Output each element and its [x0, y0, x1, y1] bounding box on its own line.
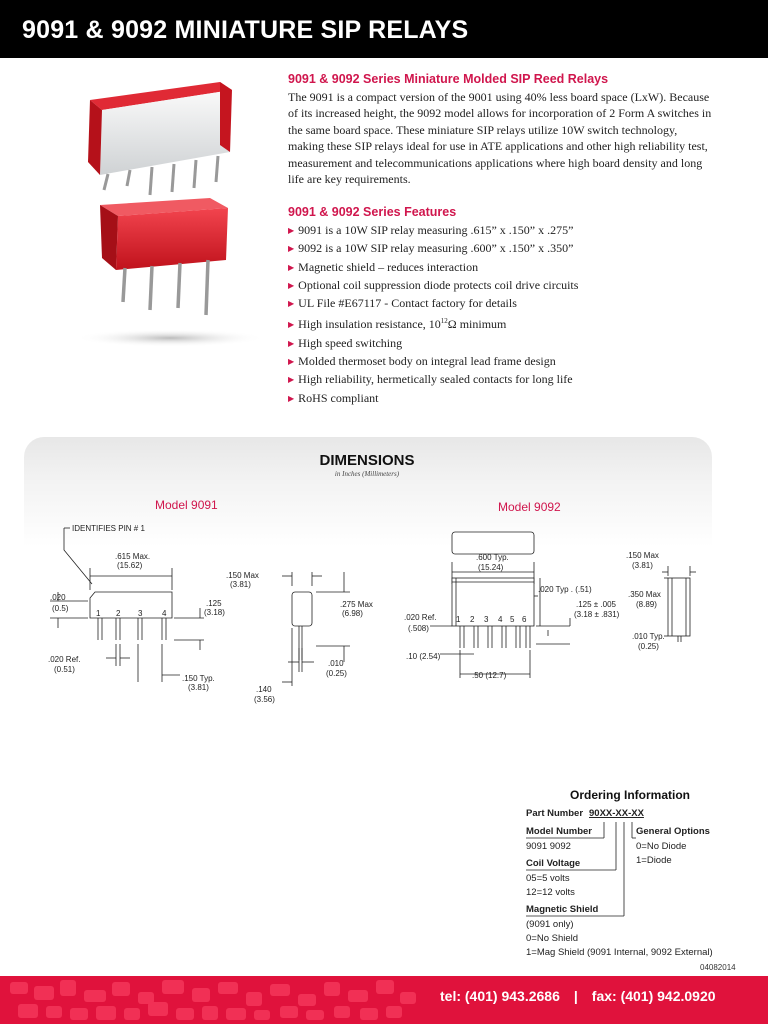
feature-item: ▶ 9092 is a 10W SIP relay measuring .600” x .150” x .350”	[288, 241, 574, 256]
pin-label: 2	[470, 615, 475, 624]
feature-item: ▶ UL File #E67117 - Contact factory for details	[288, 296, 517, 311]
feature-item: ▶ Magnetic shield – reduces interaction	[288, 259, 479, 274]
features-section	[288, 205, 714, 408]
dim-h125: .125	[206, 599, 222, 608]
pin-label: 3	[484, 615, 489, 624]
magnetic-shield-label: Magnetic Shield	[526, 904, 599, 915]
dim-h125-mm: (3.18)	[204, 608, 225, 617]
pin-label: 5	[510, 615, 515, 624]
dimensions-subtitle: in Inches (Millimeters)	[334, 470, 400, 478]
mag-0: 0=No Shield	[526, 933, 579, 944]
mag-9091-only: (9091 only)	[526, 919, 574, 930]
dim-lead-mm: (0.25)	[326, 669, 347, 678]
pin-label: 3	[138, 609, 143, 618]
dim-ref020: .020 Ref.	[404, 613, 437, 622]
dim-height-mm: (6.98)	[342, 609, 363, 618]
feature-item: ▶ High insulation resistance, $10^{12}\Omega$ minimum	[288, 317, 507, 332]
insulation-unit: Ω minimum	[447, 317, 507, 332]
features-title: 9091 & 9092 Series Features	[288, 205, 457, 219]
insulation-exponent: 12	[440, 317, 448, 326]
intro-paragraph: The 9091 is a compact version of the 9001 using 40% less board space (LxW). Because of its increased height, the 9092 model allows for incorporation of 2 Form A switches in the same board space. These miniature SIP relays utilize 10W switch technology, making these SIP relays ideal for use in ATE applications and other high reliability test, measurement and telecommunications applications where high board density and long life are key requirements.	[288, 90, 712, 187]
intro-section	[288, 72, 714, 187]
relay-9091	[100, 198, 228, 315]
part-number-code: 90XX-XX-XX	[589, 808, 644, 819]
dim-ref020: .020 Ref.	[48, 655, 81, 664]
model-9092-label: Model 9092	[498, 500, 561, 514]
bullet-triangle-icon: ▶	[288, 357, 295, 367]
pin-label: 6	[522, 615, 527, 624]
ordering-connector-lines	[520, 788, 720, 963]
ordering-title: Ordering Information	[570, 788, 690, 802]
feature-item: ▶ Molded thermoset body on integral lead frame design	[288, 354, 556, 369]
footer-separator: |	[573, 988, 578, 1004]
dim-width-mm: (3.81)	[632, 561, 653, 570]
coil-05: 05=5 volts	[526, 873, 570, 884]
dim-lead: .010	[328, 659, 344, 668]
dim-pitch-mm: (3.81)	[188, 683, 209, 692]
relay-product-image	[70, 70, 270, 360]
feature-item: ▶ RoHS compliant	[288, 390, 379, 405]
feature-item: ▶ High speed switching	[288, 335, 403, 350]
bullet-triangle-icon: ▶	[288, 299, 295, 309]
dim-length-mm: (15.24)	[478, 563, 504, 572]
footer-contact	[440, 988, 716, 1004]
pin-label: 4	[498, 615, 503, 624]
dim-height: .275 Max	[340, 600, 373, 609]
page-title: 9091 & 9092 MINIATURE SIP RELAYS	[22, 16, 469, 44]
pin-label: 1	[96, 609, 101, 618]
drawing-9092-side	[612, 546, 712, 656]
header-bar	[0, 0, 768, 58]
document-number: 04082014	[700, 963, 736, 972]
dim-length: .615 Max.	[115, 552, 151, 561]
drawing-9092-front	[400, 526, 620, 686]
dim-height: .350 Max	[628, 590, 661, 599]
model-number-label: Model Number	[526, 826, 592, 837]
coil-12: 12=12 volts	[526, 887, 575, 898]
opt-0: 0=No Diode	[636, 841, 687, 852]
intro-title: 9091 & 9092 Series Miniature Molded SIP Reed Relays	[288, 72, 609, 86]
coil-voltage-label: Coil Voltage	[526, 858, 581, 869]
footer-fax: fax: (401) 942.0920	[591, 988, 716, 1004]
dim-length: .600 Typ.	[476, 553, 509, 562]
pin-label: 2	[116, 609, 121, 618]
bullet-triangle-icon: ▶	[288, 320, 295, 330]
feature-item: ▶ High reliability, hermetically sealed contacts for long life	[288, 372, 573, 387]
bullet-triangle-icon: ▶	[288, 244, 295, 254]
relay-9092-shielded	[88, 82, 232, 195]
general-options-label: General Options	[636, 826, 710, 837]
bullet-triangle-icon: ▶	[288, 280, 295, 290]
bullet-triangle-icon: ▶	[288, 338, 295, 348]
bullet-triangle-icon: ▶	[288, 226, 295, 235]
bullet-triangle-icon: ▶	[288, 393, 295, 403]
pin-label: 4	[162, 609, 167, 618]
model-values: 9091 9092	[526, 841, 571, 852]
dim-lead: .010 Typ.	[632, 632, 665, 641]
bullet-triangle-icon: ▶	[288, 262, 295, 272]
dim-width: .150 Max	[626, 551, 659, 560]
drawing-9091-side	[222, 566, 382, 716]
dim-identifies-pin: IDENTIFIES PIN # 1	[72, 524, 145, 533]
footer-tel[interactable]: tel: (401) 943.2686	[440, 988, 560, 1004]
dim-pitch: .150 Typ.	[182, 674, 215, 683]
dim-offset: .140	[256, 685, 272, 694]
dim-length-mm: (15.62)	[117, 561, 143, 570]
dim-height-mm: (8.89)	[636, 600, 657, 609]
dim-width-mm: (3.81)	[230, 580, 251, 589]
dim-offset-mm: (3.56)	[254, 695, 275, 704]
footer-bar	[0, 976, 768, 1024]
bullet-triangle-icon: ▶	[288, 375, 295, 385]
dim-ref020-mm: (0.51)	[54, 665, 75, 674]
opt-1: 1=Diode	[636, 855, 672, 866]
model-9091-label: Model 9091	[155, 498, 218, 512]
features-list	[288, 222, 714, 408]
feature-item: ▶ 9091 is a 10W SIP relay measuring .615” x .150” x .275”	[288, 223, 574, 237]
dim-width: .150 Max	[226, 571, 259, 580]
dim-pitch: .10 (2.54)	[406, 652, 441, 661]
dim-span: .50 (12.7)	[472, 671, 507, 680]
dim-h125-mm: (3.18 ± .831)	[574, 610, 620, 619]
dim-w020: .020 Typ . (.51)	[538, 585, 592, 594]
dim-ref020-mm: (.508)	[408, 624, 429, 633]
dim-h125: .125 ± .005	[576, 600, 616, 609]
dim-w020: .020	[50, 593, 66, 602]
dim-lead-mm: (0.25)	[638, 642, 659, 651]
dimensions-title: DIMENSIONS	[319, 452, 415, 469]
drawing-9091-front	[40, 520, 240, 710]
dim-w020-mm: (0.5)	[52, 604, 69, 613]
part-number-label: Part Number	[526, 808, 584, 819]
mag-1: 1=Mag Shield (9091 Internal, 9092 External)	[526, 947, 713, 958]
pin-label: 1	[456, 615, 461, 624]
feature-item: ▶ Optional coil suppression diode protects coil drive circuits	[288, 277, 579, 292]
